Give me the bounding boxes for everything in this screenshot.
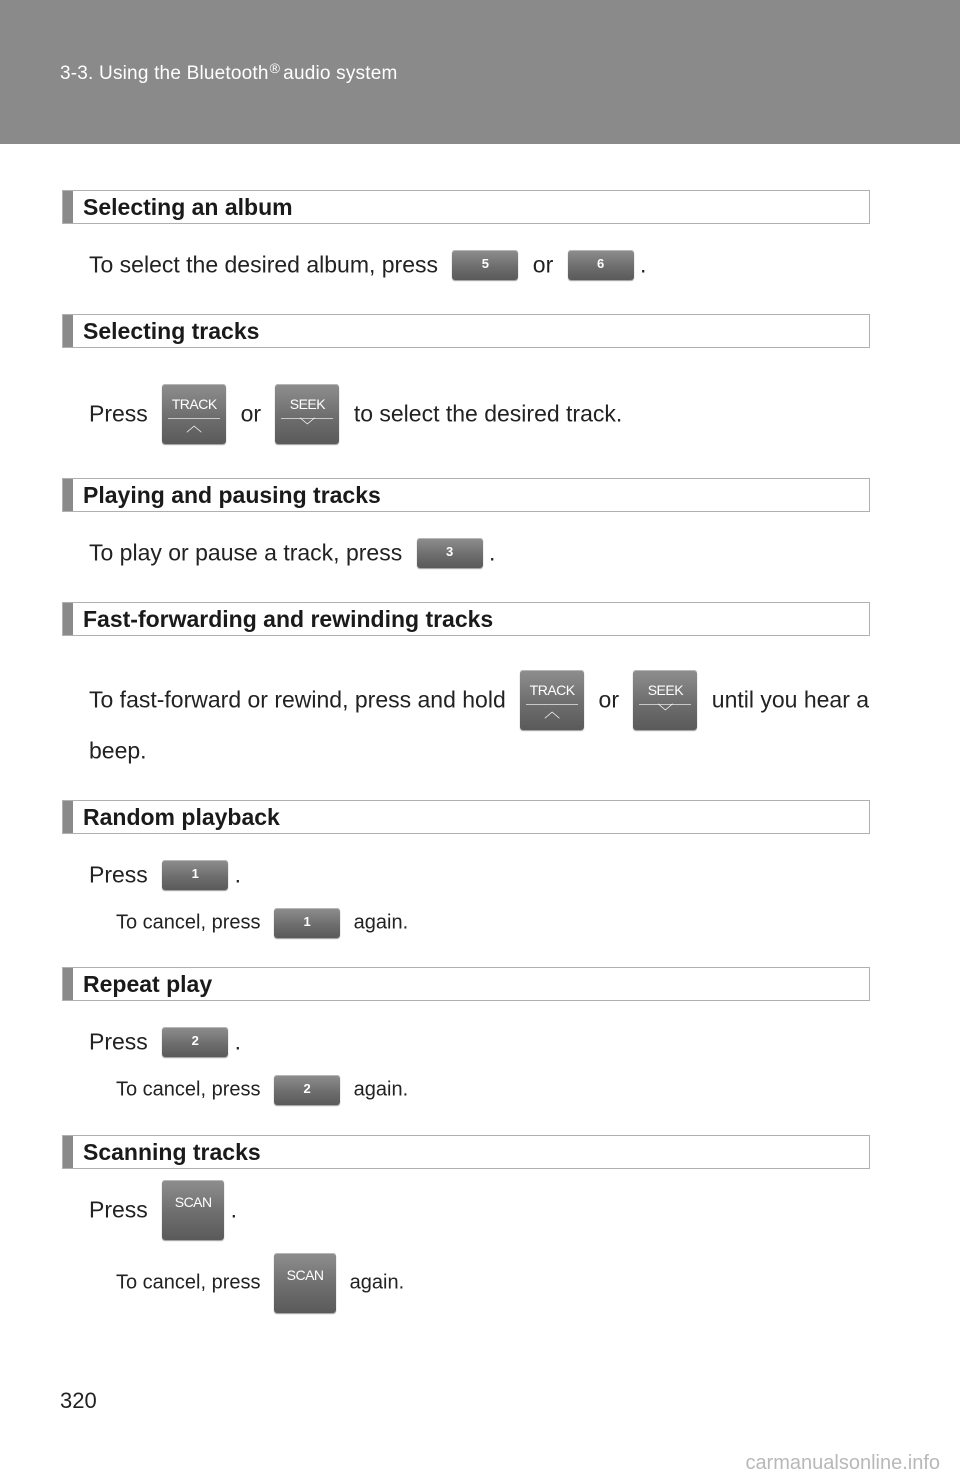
button-label: SEEK <box>289 396 326 412</box>
heading-bar <box>63 801 73 833</box>
button-label: 1 <box>191 866 199 881</box>
chevron-up-icon: ︿ <box>544 704 561 721</box>
heading-scanning-tracks <box>62 1135 870 1169</box>
heading-text: Playing and pausing tracks <box>83 481 381 508</box>
heading-random-playback <box>62 800 870 834</box>
instruction-text: Press <box>89 1196 148 1223</box>
button-1-icon <box>162 860 228 890</box>
watermark: carmanualsonline.info <box>745 1452 940 1474</box>
chevron-down-icon: ﹀ <box>657 704 674 721</box>
instruction-text: or <box>532 251 554 278</box>
instruction-text: . <box>234 1028 241 1055</box>
heading-selecting-tracks <box>62 314 870 348</box>
heading-bar <box>63 1136 73 1168</box>
cancel-line <box>116 908 408 938</box>
instruction-line-continued <box>89 736 147 764</box>
instruction-line <box>89 1027 241 1057</box>
heading-fast-forward-rewind <box>62 602 870 636</box>
button-label: TRACK <box>529 682 575 698</box>
cancel-line <box>116 1253 404 1313</box>
button-label: SCAN <box>174 1194 212 1210</box>
instruction-line <box>89 250 646 280</box>
registered-mark: ® <box>269 60 281 76</box>
instruction-line <box>89 1180 237 1240</box>
instruction-text: Press <box>89 400 148 427</box>
heading-playing-pausing <box>62 478 870 512</box>
instruction-text: To select the desired album, press <box>89 251 439 278</box>
button-label: SEEK <box>647 682 684 698</box>
instruction-text: . <box>234 861 241 888</box>
page-number: 320 <box>60 1388 97 1413</box>
heading-bar <box>63 191 73 223</box>
instruction-line <box>89 860 241 890</box>
cancel-text: again. <box>353 1078 409 1101</box>
instruction-text: To fast-forward or rewind, press and hold <box>89 686 506 713</box>
button-2-icon <box>274 1075 340 1105</box>
scan-button-icon <box>274 1253 336 1313</box>
button-label: 2 <box>303 1081 311 1096</box>
button-1-icon <box>274 908 340 938</box>
section-title <box>60 60 398 85</box>
button-label: 3 <box>445 544 454 559</box>
button-label: 2 <box>191 1033 199 1048</box>
button-label: SCAN <box>286 1267 324 1283</box>
heading-text: Selecting tracks <box>83 317 260 344</box>
cancel-line <box>116 1075 408 1105</box>
button-label: 1 <box>303 914 311 929</box>
chevron-up-icon: ︿ <box>186 418 203 435</box>
heading-bar <box>63 479 73 511</box>
heading-bar <box>63 968 73 1000</box>
button-5-icon <box>452 250 518 280</box>
instruction-text: beep. <box>89 737 147 764</box>
track-up-button-icon <box>162 384 226 444</box>
heading-text: Scanning tracks <box>83 1138 261 1165</box>
heading-text: Repeat play <box>83 970 213 997</box>
instruction-text: . <box>230 1196 237 1223</box>
heading-text: Random playback <box>83 803 280 830</box>
instruction-text: Press <box>89 861 148 888</box>
instruction-text: . <box>489 539 496 566</box>
cancel-text: again. <box>349 1271 405 1294</box>
seek-down-button-icon <box>275 384 339 444</box>
page-header <box>0 0 960 144</box>
button-label: 6 <box>597 256 605 271</box>
instruction-text: until you hear a <box>711 686 870 713</box>
scan-button-icon <box>162 1180 224 1240</box>
heading-text: Selecting an album <box>83 193 293 220</box>
instruction-text: or <box>598 686 619 713</box>
instruction-line <box>89 670 869 730</box>
instruction-text: Press <box>89 1028 148 1055</box>
heading-text: Fast-forwarding and rewinding tracks <box>83 605 494 632</box>
cancel-text: To cancel, press <box>116 1271 261 1294</box>
section-title-suffix: audio system <box>283 63 398 84</box>
cancel-text: again. <box>353 911 409 934</box>
button-3-icon <box>417 538 483 568</box>
instruction-line <box>89 384 622 444</box>
instruction-text: To play or pause a track, press <box>89 539 403 566</box>
heading-bar <box>63 603 73 635</box>
instruction-line <box>89 538 495 568</box>
instruction-text: to select the desired track. <box>353 400 623 427</box>
button-6-icon <box>568 250 634 280</box>
seek-down-button-icon <box>633 670 697 730</box>
button-label: TRACK <box>171 396 217 412</box>
track-up-button-icon <box>520 670 584 730</box>
instruction-text: or <box>240 400 262 427</box>
section-title-text: 3-3. Using the Bluetooth <box>60 63 269 84</box>
heading-bar <box>63 315 73 347</box>
cancel-text: To cancel, press <box>116 911 261 934</box>
cancel-text: To cancel, press <box>116 1078 261 1101</box>
button-label: 5 <box>481 256 490 271</box>
instruction-text: . <box>640 251 647 278</box>
heading-selecting-album <box>62 190 870 224</box>
chevron-down-icon: ﹀ <box>299 418 316 435</box>
heading-repeat-play <box>62 967 870 1001</box>
button-2-icon <box>162 1027 228 1057</box>
